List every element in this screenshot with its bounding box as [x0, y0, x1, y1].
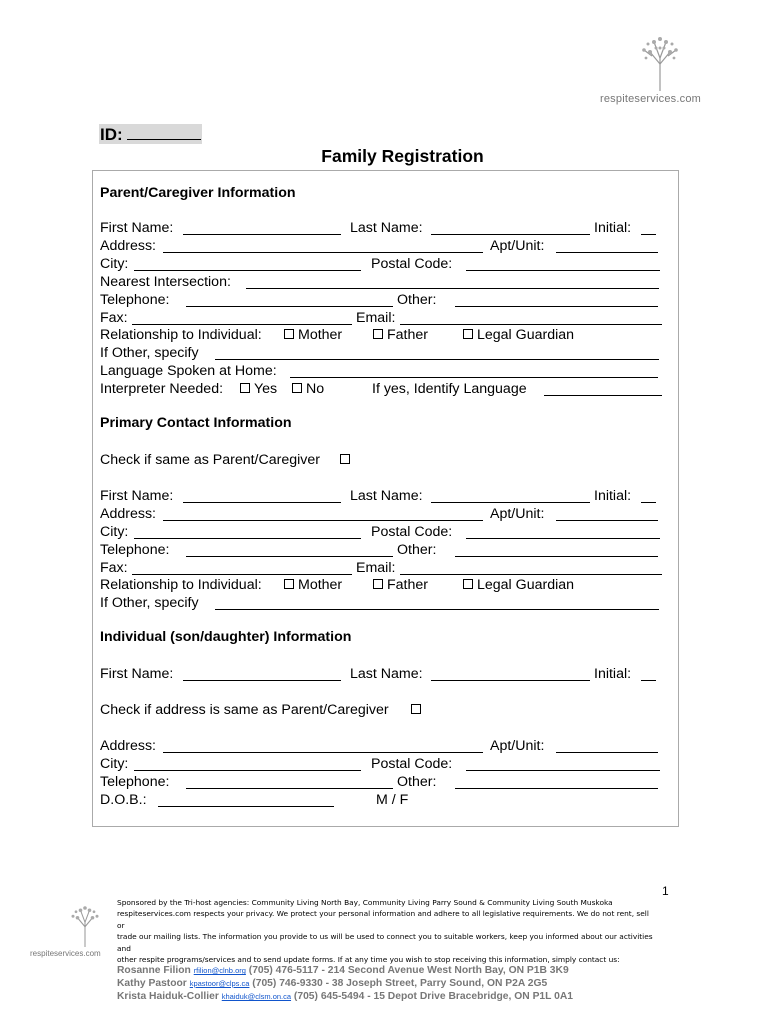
- row-address-individual: [100, 737, 665, 755]
- tree-logo-icon: [70, 904, 100, 948]
- yes-checkbox[interactable]: [240, 383, 250, 393]
- telephone-field[interactable]: [186, 541, 393, 557]
- contact-kathy: [117, 978, 657, 991]
- address-label: Address:: [100, 238, 156, 254]
- row-city-parent: [100, 255, 665, 273]
- father-label: Father: [387, 327, 429, 343]
- email-label: Email:: [356, 310, 396, 326]
- father-option[interactable]: [373, 576, 428, 594]
- page-number: 1: [662, 884, 669, 898]
- other-label: Other:: [397, 292, 437, 308]
- telephone-label: Telephone:: [100, 542, 170, 558]
- row-phone-primary: [100, 541, 665, 559]
- contact-details: (705) 476-5117 - 214 Second Avenue West North Bay, ON P1B 3K9: [248, 965, 569, 977]
- city-label: City:: [100, 524, 129, 540]
- same-address-checkbox[interactable]: [411, 701, 425, 719]
- language-label: Language Spoken at Home:: [100, 363, 277, 379]
- last-name-field[interactable]: [431, 665, 590, 681]
- contact-name: Kathy Pastoor: [117, 978, 187, 990]
- other-label: Other:: [397, 774, 437, 790]
- same-parent-label: Check if same as Parent/Caregiver: [100, 452, 320, 468]
- no-option[interactable]: [292, 380, 324, 398]
- mother-checkbox[interactable]: [284, 329, 294, 339]
- postal-field[interactable]: [466, 755, 660, 771]
- guardian-option[interactable]: [463, 326, 574, 344]
- guardian-label: Legal Guardian: [477, 577, 575, 593]
- same-address-label: Check if address is same as Parent/Caregiver: [100, 702, 389, 718]
- email-field[interactable]: [400, 309, 662, 325]
- row-fax-primary: [100, 559, 665, 577]
- father-checkbox[interactable]: [373, 329, 383, 339]
- mother-label: Mother: [298, 327, 343, 343]
- address-field[interactable]: [163, 737, 483, 753]
- email-label: Email:: [356, 560, 396, 576]
- checkbox-icon[interactable]: [411, 704, 421, 714]
- contact-rosanne: [117, 965, 657, 978]
- section-primary-contact: Primary Contact Information: [100, 415, 292, 431]
- last-name-field[interactable]: [431, 219, 590, 235]
- row-language: [100, 362, 665, 380]
- first-name-field[interactable]: [183, 219, 341, 235]
- apt-field[interactable]: [556, 737, 658, 753]
- language-field[interactable]: [290, 362, 658, 378]
- contact-email-link[interactable]: rfilion@clnb.org: [193, 966, 246, 976]
- sex-options[interactable]: M / F: [376, 792, 409, 808]
- address-label: Address:: [100, 506, 156, 522]
- first-name-label: First Name:: [100, 488, 174, 504]
- logo-text: respiteservices.com: [600, 93, 701, 105]
- if-yes-label: If yes, Identify Language: [372, 381, 527, 397]
- first-name-label: First Name:: [100, 220, 174, 236]
- city-field[interactable]: [134, 523, 361, 539]
- fax-field[interactable]: [132, 559, 352, 575]
- mother-checkbox[interactable]: [284, 579, 294, 589]
- footer: [117, 897, 657, 1003]
- apt-field[interactable]: [556, 237, 658, 253]
- dob-label: D.O.B.:: [100, 792, 147, 808]
- relationship-label: Relationship to Individual:: [100, 577, 262, 593]
- footer-privacy-3: other respite programs/services and to send update forms. If at any time you wish to stop receiving this information, simply contact us:: [117, 955, 620, 965]
- contact-name: Krista Haiduk-Collier: [117, 990, 219, 1002]
- row-city-primary: [100, 523, 665, 541]
- row-name-primary: [100, 487, 665, 505]
- postal-field[interactable]: [466, 523, 660, 539]
- postal-label: Postal Code:: [371, 256, 453, 272]
- city-field[interactable]: [134, 755, 361, 771]
- no-checkbox[interactable]: [292, 383, 302, 393]
- row-relationship-parent: [100, 326, 665, 344]
- if-other-field[interactable]: [215, 594, 659, 610]
- row-phone-individual: [100, 773, 665, 791]
- row-interpreter: [100, 380, 665, 398]
- city-field[interactable]: [134, 255, 361, 271]
- row-city-individual: [100, 755, 665, 773]
- row-relationship-primary: [100, 576, 665, 594]
- logo-text: respiteservices.com: [30, 949, 101, 958]
- address-field[interactable]: [163, 505, 483, 521]
- fax-label: Fax:: [100, 560, 128, 576]
- first-name-field[interactable]: [183, 487, 341, 503]
- if-other-label: If Other, specify: [100, 345, 199, 361]
- row-address-parent: [100, 237, 665, 255]
- guardian-checkbox[interactable]: [463, 329, 473, 339]
- father-option[interactable]: [373, 326, 428, 344]
- footer-sponsor: Sponsored by the Tri-host agencies: Community Living North Bay, Community Living Parry Sound & Community Living South Muskoka: [117, 898, 613, 907]
- other-label: Other:: [397, 542, 437, 558]
- footer-privacy-1: respiteservices.com respects your privacy. We protect your personal information and adhere to all legislative requirements. We do not rent, sell or: [117, 909, 649, 930]
- row-name-parent: [100, 219, 665, 237]
- first-name-label: First Name:: [100, 666, 174, 682]
- contact-name: Rosanne Filion: [117, 965, 191, 977]
- page-title: Family Registration: [321, 146, 484, 166]
- apt-label: Apt/Unit:: [490, 506, 545, 522]
- mother-option[interactable]: [284, 576, 342, 594]
- logo-bottom: [30, 904, 110, 964]
- tree-logo-icon: [640, 34, 680, 92]
- telephone-label: Telephone:: [100, 292, 170, 308]
- if-other-label: If Other, specify: [100, 595, 199, 611]
- fax-label: Fax:: [100, 310, 128, 326]
- father-label: Father: [387, 577, 429, 593]
- fax-field[interactable]: [132, 309, 352, 325]
- contact-details: (705) 645-5494 - 15 Depot Drive Bracebridge, ON P1L 0A1: [293, 990, 574, 1002]
- checkbox-icon[interactable]: [340, 454, 350, 464]
- logo-top: [600, 34, 710, 110]
- guardian-checkbox[interactable]: [463, 579, 473, 589]
- nearest-field[interactable]: [246, 273, 659, 289]
- initial-field[interactable]: [641, 487, 656, 503]
- row-address-primary: [100, 505, 665, 523]
- other-field[interactable]: [455, 291, 658, 307]
- id-field: [99, 124, 202, 144]
- postal-label: Postal Code:: [371, 524, 453, 540]
- row-other-specify-parent: [100, 344, 665, 362]
- telephone-label: Telephone:: [100, 774, 170, 790]
- address-field[interactable]: [163, 237, 483, 253]
- row-fax-parent: [100, 309, 665, 327]
- address-label: Address:: [100, 738, 156, 754]
- contact-krista: [117, 991, 657, 1004]
- dob-field[interactable]: [158, 791, 334, 807]
- if-other-field[interactable]: [215, 344, 659, 360]
- row-phone-parent: [100, 291, 665, 309]
- footer-privacy-2: trade our mailing lists. The information you provide to us will be used to connect you to suitable workers, keep you informed about our activities and: [117, 932, 653, 953]
- no-label: No: [306, 381, 325, 397]
- id-label: ID:: [100, 125, 123, 144]
- guardian-option[interactable]: [463, 576, 574, 594]
- initial-label: Initial:: [594, 666, 632, 682]
- last-name-field[interactable]: [431, 487, 590, 503]
- nearest-label: Nearest Intersection:: [100, 274, 231, 290]
- contact-email-link[interactable]: kpastoor@clps.ca: [189, 979, 250, 989]
- email-field[interactable]: [400, 559, 662, 575]
- row-name-individual: [100, 665, 665, 683]
- apt-field[interactable]: [556, 505, 658, 521]
- id-blank[interactable]: [127, 124, 201, 140]
- initial-label: Initial:: [594, 488, 632, 504]
- city-label: City:: [100, 756, 129, 772]
- last-name-label: Last Name:: [350, 220, 423, 236]
- postal-label: Postal Code:: [371, 756, 453, 772]
- identify-language-field[interactable]: [544, 380, 662, 396]
- father-checkbox[interactable]: [373, 579, 383, 589]
- interpreter-label: Interpreter Needed:: [100, 381, 224, 397]
- telephone-field[interactable]: [186, 291, 393, 307]
- last-name-label: Last Name:: [350, 666, 423, 682]
- mother-label: Mother: [298, 577, 343, 593]
- apt-label: Apt/Unit:: [490, 738, 545, 754]
- first-name-field[interactable]: [183, 665, 341, 681]
- yes-label: Yes: [254, 381, 278, 397]
- yes-option[interactable]: [240, 380, 277, 398]
- contact-email-link[interactable]: khaiduk@clsm.on.ca: [221, 991, 292, 1001]
- mother-option[interactable]: [284, 326, 342, 344]
- row-other-specify-primary: [100, 594, 665, 612]
- city-label: City:: [100, 256, 129, 272]
- other-field[interactable]: [455, 773, 658, 789]
- postal-field[interactable]: [466, 255, 660, 271]
- initial-label: Initial:: [594, 220, 632, 236]
- apt-label: Apt/Unit:: [490, 238, 545, 254]
- row-dob: [100, 791, 665, 809]
- last-name-label: Last Name:: [350, 488, 423, 504]
- initial-field[interactable]: [641, 665, 656, 681]
- other-field[interactable]: [455, 541, 658, 557]
- guardian-label: Legal Guardian: [477, 327, 575, 343]
- row-same-as-parent: [100, 451, 665, 469]
- telephone-field[interactable]: [186, 773, 393, 789]
- section-parent-caregiver: Parent/Caregiver Information: [100, 185, 296, 201]
- relationship-label: Relationship to Individual:: [100, 327, 262, 343]
- row-nearest: [100, 273, 665, 291]
- contact-details: (705) 746-9330 - 38 Joseph Street, Parry Sound, ON P2A 2G5: [252, 978, 548, 990]
- row-same-address: [100, 701, 665, 719]
- same-parent-checkbox[interactable]: [340, 451, 354, 469]
- initial-field[interactable]: [641, 219, 656, 235]
- section-individual: Individual (son/daughter) Information: [100, 629, 352, 645]
